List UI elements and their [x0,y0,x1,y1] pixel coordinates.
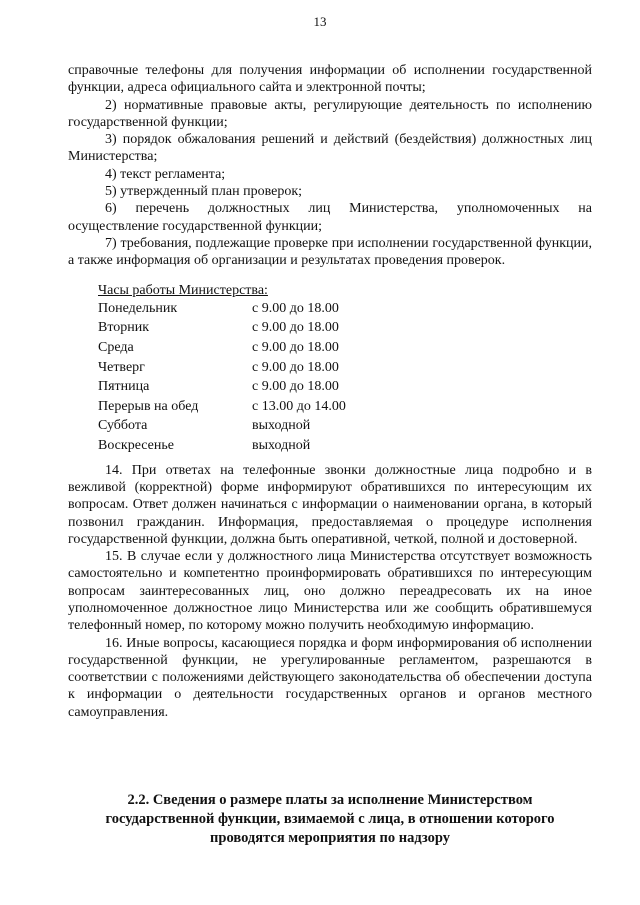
paragraphs-top [68,62,592,270]
document-body [68,62,592,721]
top-paragraph: 7) требования, подлежащие проверке при исполнении государственной функции, а также информация об организации и результатах проведения проверок. [68,235,592,269]
working-hours-time: с 9.00 до 18.00 [252,300,339,316]
working-hours [68,282,592,456]
working-hours-time: с 13.00 до 14.00 [252,398,346,414]
page-number: 13 [313,14,327,29]
bottom-paragraph: 15. В случае если у должностного лица Министерства отсутствует возможность самостоятельно и компетентно проинформировать обратившихся по интересующим вопросам заинтересованных лиц, оно должно переадресовать их на иное уполномоченное должностное лицо Министерства или же сообщить обратившемуся телефонный номер, по которому можно получить необходимую информацию. [68,549,592,634]
top-paragraph: 4) текст регламента; [105,166,226,182]
working-hours-row [68,318,592,338]
working-hours-day: Перерыв на обед [98,398,199,414]
working-hours-title: Часы работы Министерства: [98,282,268,298]
working-hours-day: Воскресенье [98,438,174,454]
working-hours-time: выходной [252,418,311,434]
working-hours-row [68,436,592,456]
working-hours-table [68,299,592,456]
working-hours-day: Понедельник [98,300,178,316]
top-paragraph: 3) порядок обжалования решений и действий (бездействия) должностных лиц Министерства; [68,132,592,165]
working-hours-day: Среда [98,340,134,356]
working-hours-row [68,338,592,358]
working-hours-time: выходной [252,438,311,454]
bottom-paragraph: 16. Иные вопросы, касающиеся порядка и форм информирования об исполнении государственной функции, не урегулированные регламентом, разрешаются в соответствии с положениями действующего законодательства об обеспечении доступа к информации о деятельности государственных органов и органов местного самоуправления. [68,635,592,720]
working-hours-time: с 9.00 до 18.00 [252,340,339,356]
working-hours-time: с 9.00 до 18.00 [252,359,339,375]
section-title: 2.2. Сведения о размере платы за исполнение Министерством государственной функции, взимаемой с лица, в отношении которого проводятся мероприятия по надзору [105,792,555,846]
top-paragraph: 2) нормативные правовые акты, регулирующие деятельность по исполнению государственной функции; [68,97,592,130]
working-hours-day: Пятница [98,379,150,395]
working-hours-day: Суббота [98,418,148,434]
working-hours-row [68,358,592,378]
bottom-paragraph: 14. При ответах на телефонные звонки должностные лица подробно и в вежливой (корректной) форме информируют обратившихся по интересующим их вопросам. Ответ должен начинаться с информации о наименовании органа, в который позвонил гражданин. Информация, предоставляемая о процедуре исполнения государственной функции, должна быть оперативной, четкой, полной и достоверной. [68,462,592,547]
top-paragraph: справочные телефоны для получения информации об исполнении государственной функции, адреса официального сайта и электронной почты; [68,63,592,96]
paragraphs-bottom [68,462,592,721]
working-hours-time: с 9.00 до 18.00 [252,379,339,395]
working-hours-row [68,377,592,397]
working-hours-row [68,397,592,417]
top-paragraph: 6) перечень должностных лиц Министерства, уполномоченных на осуществление государственной функции; [68,201,592,234]
top-paragraph: 5) утвержденный план проверок; [105,184,303,200]
working-hours-time: с 9.00 до 18.00 [252,320,339,336]
working-hours-row [68,416,592,436]
working-hours-day: Четверг [98,359,145,375]
working-hours-day: Вторник [98,320,150,336]
working-hours-row [68,299,592,319]
